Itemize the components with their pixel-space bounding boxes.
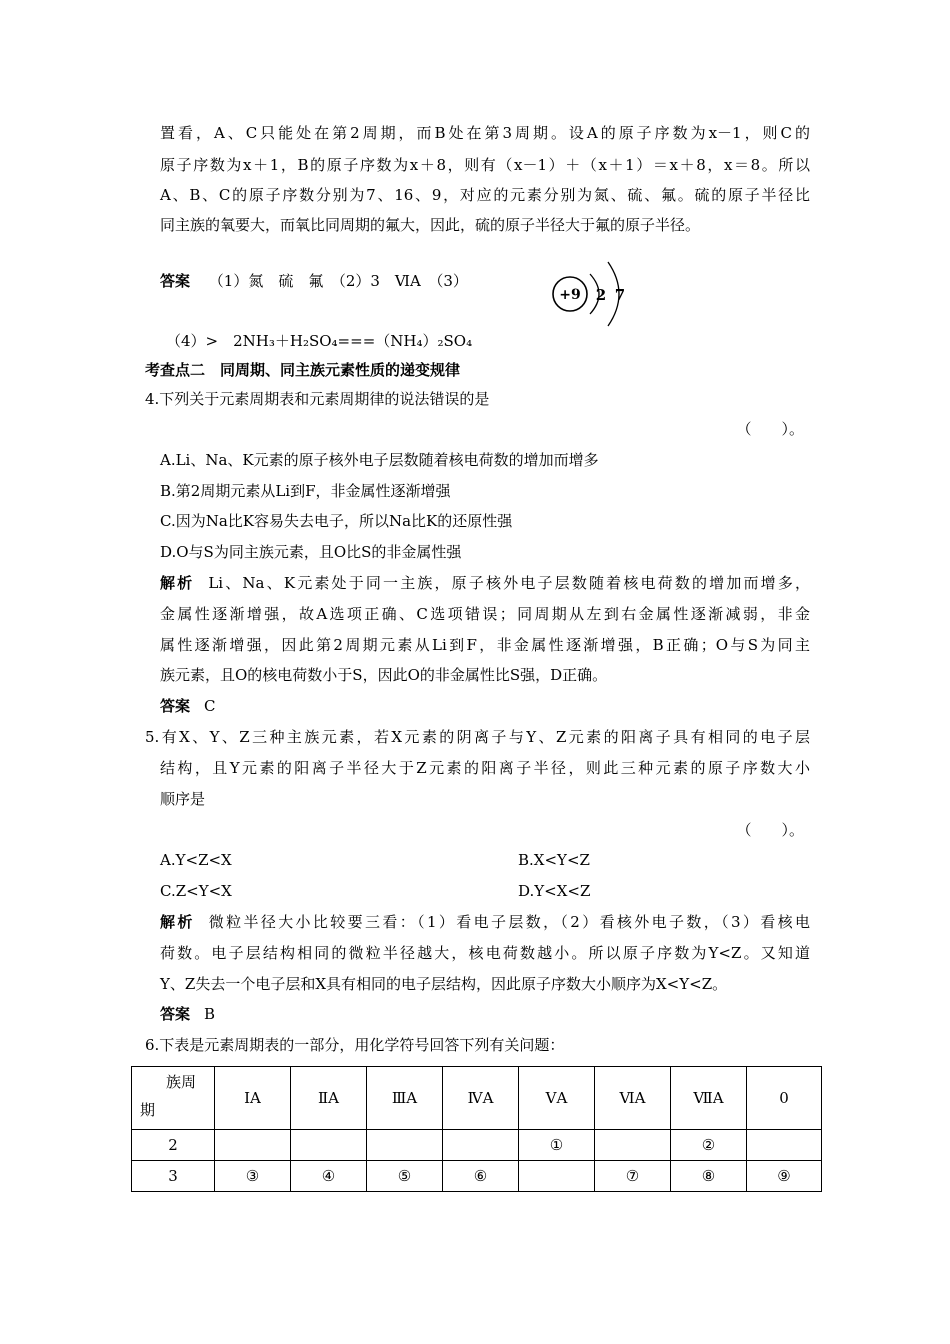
q5-option-b: B.X<Y<Z <box>518 851 590 869</box>
q5-answer-value: B <box>204 1005 216 1023</box>
q4-option-a: A.Li、Na、K元素的原子核外电子层数随着核电荷数的增加而增多 <box>160 451 599 469</box>
element-cell <box>215 1130 291 1161</box>
intro-line-4: 同主族的氧要大，而氧比同周期的氟大，因此，硫的原子半径大于氟的原子半径。 <box>160 216 701 234</box>
q5-stem-line-1: 5.有X、Y、Z三种主族元素，若X元素的阴离子与Y、Z元素的阳离子具有相同的电子层 <box>145 728 810 746</box>
q4-stem: 4.下列关于元素周期表和元素周期律的说法错误的是 <box>145 390 490 408</box>
q4-analysis-line-2: 金属性逐渐增强，故A选项正确、C选项错误；同周期从左到右金属性逐渐减弱，非金 <box>160 605 810 623</box>
group-header: ⅤA <box>519 1067 595 1130</box>
intro-line-2: 原子序数为x＋1，B的原子序数为x＋8，则有（x－1）＋（x＋1）＝x＋8，x＝8。所以 <box>160 156 810 174</box>
q4-analysis-line-1: 解析 Li、Na、K元素处于同一主族，原子核外电子层数随着核电荷数的增加而增多， <box>160 574 810 592</box>
q4-answer-label: 答案 <box>160 697 191 715</box>
q5-answer-label: 答案 <box>160 1005 191 1023</box>
q4-option-c: C.因为Na比K容易失去电子，所以Na比K的还原性强 <box>160 512 513 530</box>
q5-answer-blank: （ ）。 <box>736 821 804 839</box>
q5-option-d: D.Y<X<Z <box>518 882 591 900</box>
element-cell: ⑨ <box>747 1161 822 1192</box>
element-cell: ① <box>519 1130 595 1161</box>
q4-analysis-line-4: 族元素，且O的核电荷数小于S，因此O的非金属性比S强，D正确。 <box>160 666 608 684</box>
element-cell: ② <box>671 1130 747 1161</box>
group-header: ⅥA <box>595 1067 671 1130</box>
answer3-text: （1）氮 硫 氟 （2）3 ⅥA （3） <box>208 272 468 290</box>
element-cell <box>367 1130 443 1161</box>
q4-answer <box>160 695 216 717</box>
period-label: 3 <box>132 1161 215 1192</box>
q4-option-b: B.第2周期元素从Li到F，非金属性逐渐增强 <box>160 482 451 500</box>
group-header: ⅠA <box>215 1067 291 1130</box>
group-header: ⅣA <box>443 1067 519 1130</box>
q4-option-d: D.O与S为同主族元素，且O比S的非金属性强 <box>160 543 462 561</box>
answer3-line-2: （4）> 2NH₃＋H₂SO₄===（NH₄）₂SO₄ <box>166 332 473 350</box>
element-cell: ⑤ <box>367 1161 443 1192</box>
q5-analysis-label: 解析 <box>160 913 195 931</box>
intro-line-3: A、B、C的原子序数分别为7、16、9，对应的元素分别为氮、硫、氟。硫的原子半径比 <box>160 186 810 204</box>
table-row <box>132 1130 822 1161</box>
answer3-line <box>160 270 468 292</box>
group-header: 0 <box>747 1067 822 1130</box>
intro-line-1: 置看，A、C只能处在第2周期，而B处在第3周期。设A的原子序数为x－1，则C的 <box>160 124 810 142</box>
q5-stem-line-3: 顺序是 <box>160 790 206 808</box>
q4-analysis-line-3: 属性逐渐增强，因此第2周期元素从Li到F，非金属性逐渐增强，B正确；O与S为同主 <box>160 636 810 654</box>
element-cell <box>747 1130 822 1161</box>
q5-analysis-line-3: Y、Z失去一个电子层和X具有相同的电子层结构，因此原子序数大小顺序为X<Y<Z。 <box>160 975 728 993</box>
group-header: ⅦA <box>671 1067 747 1130</box>
fluorine-atom-structure-diagram <box>548 258 638 334</box>
q4-analysis-label: 解析 <box>160 574 195 592</box>
element-cell: ⑥ <box>443 1161 519 1192</box>
element-cell <box>519 1161 595 1192</box>
element-cell: ③ <box>215 1161 291 1192</box>
element-cell: ⑦ <box>595 1161 671 1192</box>
answer3-label: 答案 <box>160 272 191 290</box>
q5-answer <box>160 1003 215 1025</box>
q4-answer-blank: （ ）。 <box>736 420 804 438</box>
period-label: 2 <box>132 1130 215 1161</box>
element-cell: ④ <box>291 1161 367 1192</box>
element-cell <box>595 1130 671 1161</box>
q5-analysis-line-1: 解析 微粒半径大小比较要三看：（1）看电子层数，（2）看核外电子数，（3）看核电 <box>160 913 810 931</box>
shell-1-electrons: 2 <box>595 286 607 304</box>
shell-2-electrons: 7 <box>614 286 626 304</box>
q5-option-a: A.Y<Z<X <box>160 851 232 869</box>
nucleus-charge: +9 <box>559 287 581 303</box>
q4-answer-value: C <box>204 697 216 715</box>
table-row <box>132 1161 822 1192</box>
corner-header-cell <box>132 1067 215 1130</box>
element-cell <box>443 1130 519 1161</box>
section-heading: 考查点二 同周期、同主族元素性质的递变规律 <box>145 361 461 379</box>
group-header: ⅡA <box>291 1067 367 1130</box>
q5-stem-line-2: 结构，且Y元素的阳离子半径大于Z元素的阳离子半径，则此三种元素的原子序数大小 <box>160 759 810 777</box>
q5-option-c: C.Z<Y<X <box>160 882 232 900</box>
element-cell: ⑧ <box>671 1161 747 1192</box>
element-cell <box>291 1130 367 1161</box>
corner-label-period: 期 <box>140 1101 156 1119</box>
group-header: ⅢA <box>367 1067 443 1130</box>
periodic-table-fragment <box>131 1066 822 1192</box>
q5-analysis-line-2: 荷数。电子层结构相同的微粒半径越大，核电荷数越小。所以原子序数为Y<Z。又知道 <box>160 944 810 962</box>
q6-stem: 6.下表是元素周期表的一部分，用化学符号回答下列有关问题： <box>145 1036 565 1054</box>
corner-label-group-period: 族周 <box>166 1073 197 1091</box>
